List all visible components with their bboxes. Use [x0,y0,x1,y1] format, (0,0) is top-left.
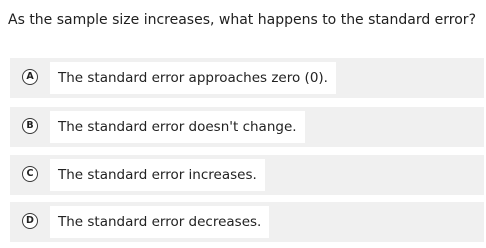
option-letter-d: D [22,213,38,229]
option-letter-b: B [22,118,38,134]
option-a[interactable] [10,58,484,98]
option-letter-c: C [22,166,38,182]
option-letter-a: A [22,69,38,85]
question-text: As the sample size increases, what happens to the standard error? [8,12,476,28]
option-c[interactable] [10,155,484,195]
option-text-b: The standard error doesn't change. [50,111,305,143]
option-text-a: The standard error approaches zero (0). [50,62,336,94]
option-text-d: The standard error decreases. [50,206,269,238]
option-b[interactable] [10,107,484,147]
option-d[interactable] [10,202,484,242]
option-text-c: The standard error increases. [50,159,265,191]
